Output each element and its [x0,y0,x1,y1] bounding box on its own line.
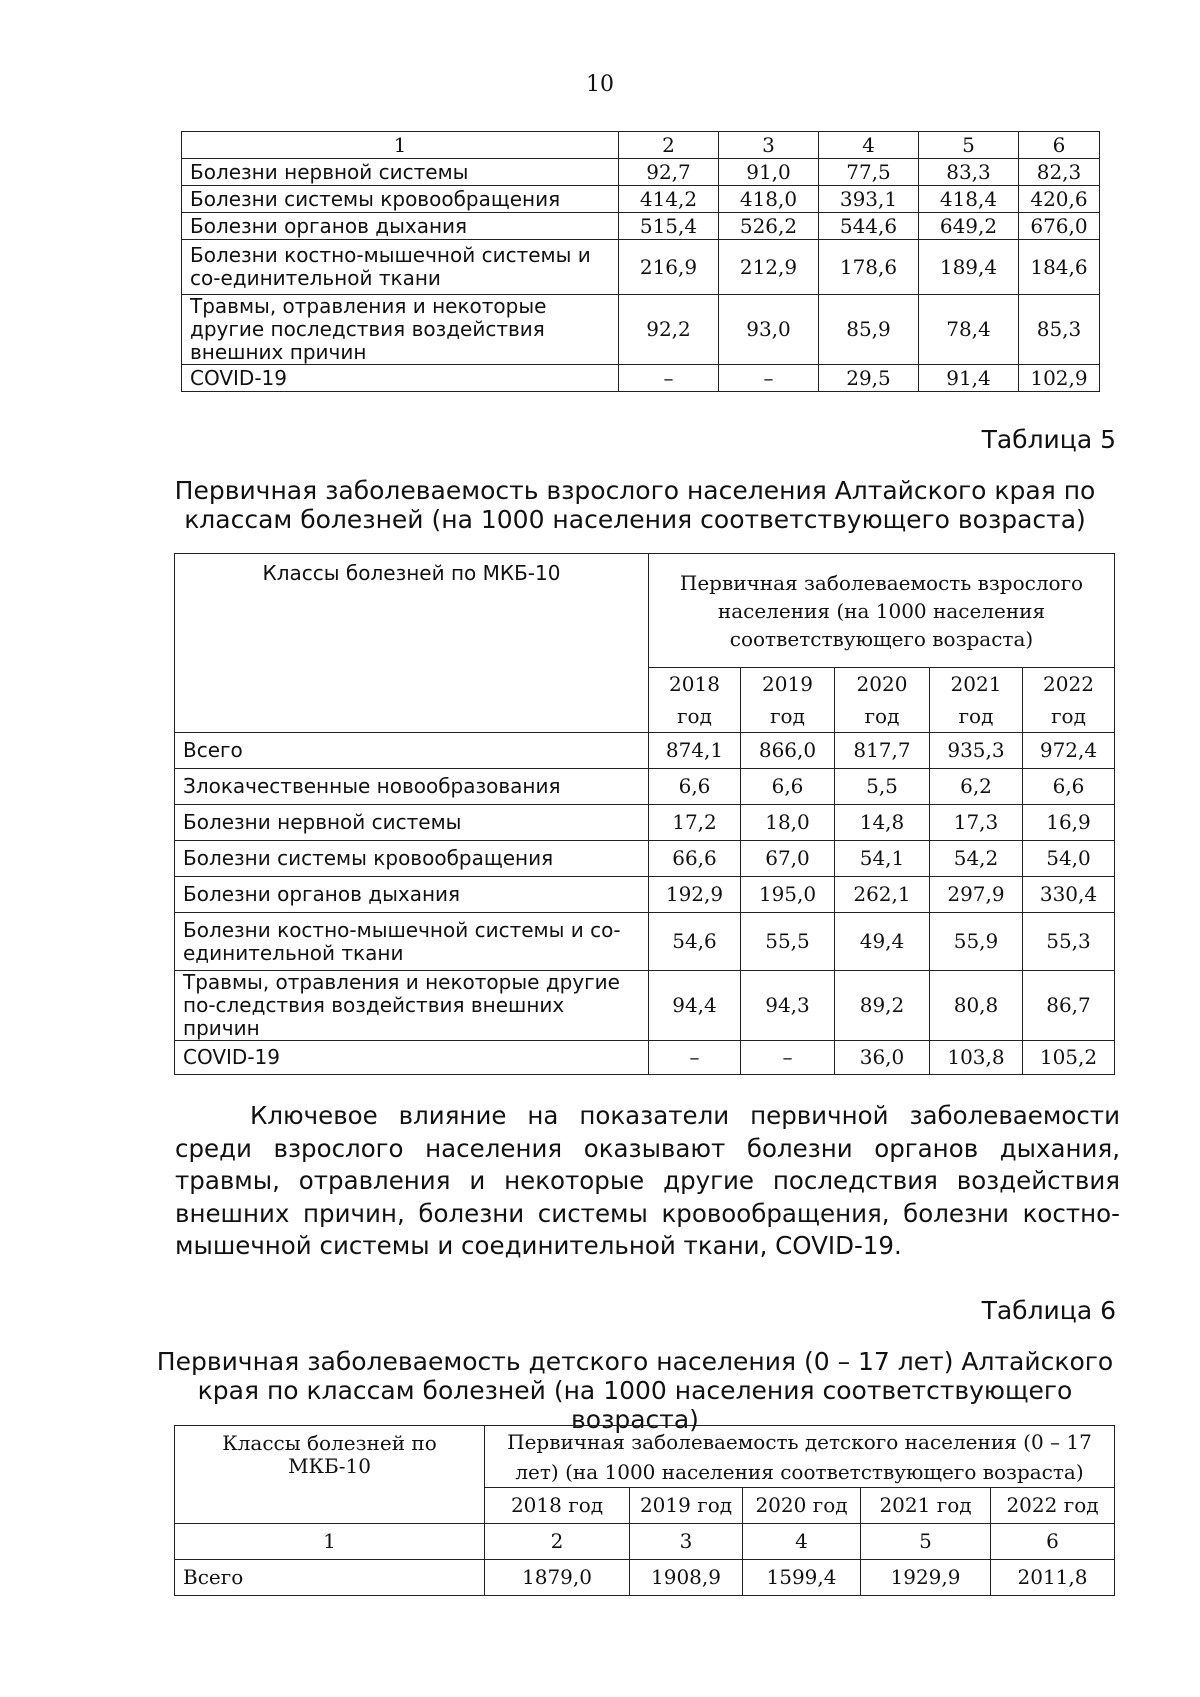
row-label: Травмы, отравления и некоторые другие по-следствия воздействия внешних причин [175,971,649,1041]
table-header-row [182,132,1100,159]
cell-value: 1908,9 [630,1560,743,1596]
cell-value: 55,5 [741,913,835,971]
cell-value: 1929,9 [861,1560,991,1596]
row-label: Болезни системы кровообращения [175,841,649,877]
row-label: Болезни органов дыхания [182,213,619,240]
cell-value: 80,8 [930,971,1023,1041]
table-header-row [175,1426,1115,1488]
col-number: 2 [619,132,719,159]
cell-value: 54,2 [930,841,1023,877]
col-number: 4 [743,1524,861,1560]
cell-value: – [719,365,819,392]
cell-value: 817,7 [835,733,930,769]
col-year: 2022 год [1023,668,1115,733]
col-number: 5 [919,132,1019,159]
table-row [182,213,1100,240]
cell-value: 92,2 [619,295,719,365]
cell-value: 526,2 [719,213,819,240]
cell-value: 49,4 [835,913,930,971]
cell-value: 91,0 [719,159,819,186]
cell-value: 420,6 [1019,186,1100,213]
row-label: Болезни системы кровообращения [182,186,619,213]
cell-value: 418,0 [719,186,819,213]
page-number: 10 [586,72,614,97]
table-row [175,733,1115,769]
cell-value: 874,1 [649,733,741,769]
col-number: 6 [991,1524,1115,1560]
col-year: 2019 год [741,668,835,733]
cell-value: – [649,1041,741,1075]
col-year: 2021 год [861,1488,991,1524]
table-row [182,295,1100,365]
cell-value: 94,3 [741,971,835,1041]
col-number: 3 [630,1524,743,1560]
cell-value: 515,4 [619,213,719,240]
cell-value: 91,4 [919,365,1019,392]
cell-value: 16,9 [1023,805,1115,841]
cell-value: 6,6 [1023,769,1115,805]
cell-value: 86,7 [1023,971,1115,1041]
row-label: COVID-19 [175,1041,649,1075]
table-label: Таблица 6 [981,1296,1116,1325]
row-label: Болезни нервной системы [175,805,649,841]
body-paragraph: Ключевое влияние на показатели первичной заболеваемости среди взрослого населения оказывают болезни органов дыхания, травмы, отравления и некоторые другие последствия воздействия внешних причин, болезни системы кровообращения, болезни костно-мышечной системы и соединительной ткани, COVID-19. [175,1101,1120,1260]
cell-value: 94,4 [649,971,741,1041]
table-row [175,913,1115,971]
cell-value: 54,0 [1023,841,1115,877]
cell-value: 14,8 [835,805,930,841]
cell-value: – [619,365,719,392]
row-label: Болезни нервной системы [182,159,619,186]
row-label: Травмы, отравления и некоторые другие последствия воздействия внешних причин [182,295,619,365]
col-number: 1 [182,132,619,159]
cell-value: 5,5 [835,769,930,805]
cell-value: 1879,0 [485,1560,630,1596]
cell-value: 6,2 [930,769,1023,805]
cell-value: – [741,1041,835,1075]
cell-value: 105,2 [1023,1041,1115,1075]
cell-value: 93,0 [719,295,819,365]
row-label: Злокачественные новообразования [175,769,649,805]
col-number: 6 [1019,132,1100,159]
cell-value: 78,4 [919,295,1019,365]
col-number: 1 [175,1524,485,1560]
col-year: 2020 год [835,668,930,733]
cell-value: 17,3 [930,805,1023,841]
table-row [182,240,1100,295]
col-number: 2 [485,1524,630,1560]
table-row [175,805,1115,841]
cell-value: 972,4 [1023,733,1115,769]
cell-value: 195,0 [741,877,835,913]
col-header-class: Классы болезней по МКБ-10 [175,1426,485,1524]
cell-value: 935,3 [930,733,1023,769]
cell-value: 55,9 [930,913,1023,971]
cell-value: 676,0 [1019,213,1100,240]
cell-value: 544,6 [819,213,919,240]
cell-value: 103,8 [930,1041,1023,1075]
cell-value: 54,6 [649,913,741,971]
cell-value: 393,1 [819,186,919,213]
cell-value: 414,2 [619,186,719,213]
cell-value: 85,3 [1019,295,1100,365]
cell-value: 297,9 [930,877,1023,913]
cell-value: 330,4 [1023,877,1115,913]
table-5 [174,553,1115,1075]
col-year: 2021 год [930,668,1023,733]
row-label: Всего [175,1560,485,1596]
cell-value: 92,7 [619,159,719,186]
row-label: Болезни костно-мышечной системы и со-единительной ткани [182,240,619,295]
table-title: Первичная заболеваемость взрослого населения Алтайского края по классам болезней (на 1000 населения соответствующего возраста) [174,476,1096,534]
cell-value: 66,6 [649,841,741,877]
table-row [175,1041,1115,1075]
col-year: 2020 год [743,1488,861,1524]
cell-value: 89,2 [835,971,930,1041]
cell-value: 212,9 [719,240,819,295]
cell-value: 67,0 [741,841,835,877]
col-number: 3 [719,132,819,159]
table-row [175,971,1115,1041]
cell-value: 17,2 [649,805,741,841]
cell-value: 36,0 [835,1041,930,1075]
table-header-row [175,554,1115,668]
table-number-row [175,1524,1115,1560]
cell-value: 102,9 [1019,365,1100,392]
cell-value: 418,4 [919,186,1019,213]
cell-value: 178,6 [819,240,919,295]
cell-value: 649,2 [919,213,1019,240]
row-label: COVID-19 [182,365,619,392]
col-year: 2018 год [649,668,741,733]
row-label: Болезни костно-мышечной системы и со-единительной ткани [175,913,649,971]
cell-value: 192,9 [649,877,741,913]
cell-value: 77,5 [819,159,919,186]
col-year: 2019 год [630,1488,743,1524]
table-row [182,365,1100,392]
table-label: Таблица 5 [981,425,1116,454]
table-row [175,841,1115,877]
table-row [182,186,1100,213]
cell-value: 216,9 [619,240,719,295]
table-row [175,769,1115,805]
table-row [175,1560,1115,1596]
table-row [182,159,1100,186]
col-number: 4 [819,132,919,159]
cell-value: 6,6 [649,769,741,805]
row-label: Всего [175,733,649,769]
cell-value: 1599,4 [743,1560,861,1596]
table-row [175,877,1115,913]
col-header-group: Первичная заболеваемость взрослого населения (на 1000 населения соответствующего возраста) [649,554,1115,668]
row-label: Болезни органов дыхания [175,877,649,913]
table-6 [174,1425,1115,1596]
col-year: 2018 год [485,1488,630,1524]
cell-value: 2011,8 [991,1560,1115,1596]
cell-value: 54,1 [835,841,930,877]
cell-value: 18,0 [741,805,835,841]
table-title: Первичная заболеваемость детского населения (0 – 17 лет) Алтайского края по классам болезней (на 1000 населения соответствующего возраста) [156,1347,1114,1434]
cell-value: 6,6 [741,769,835,805]
cell-value: 85,9 [819,295,919,365]
cell-value: 55,3 [1023,913,1115,971]
cell-value: 184,6 [1019,240,1100,295]
cell-value: 262,1 [835,877,930,913]
col-header-group: Первичная заболеваемость детского населения (0 – 17 лет) (на 1000 населения соответствующего возраста) [485,1426,1115,1488]
col-year: 2022 год [991,1488,1115,1524]
cell-value: 83,3 [919,159,1019,186]
cell-value: 82,3 [1019,159,1100,186]
table-continued [181,131,1100,392]
cell-value: 189,4 [919,240,1019,295]
col-header-class: Классы болезней по МКБ-10 [175,554,649,733]
cell-value: 866,0 [741,733,835,769]
col-number: 5 [861,1524,991,1560]
cell-value: 29,5 [819,365,919,392]
